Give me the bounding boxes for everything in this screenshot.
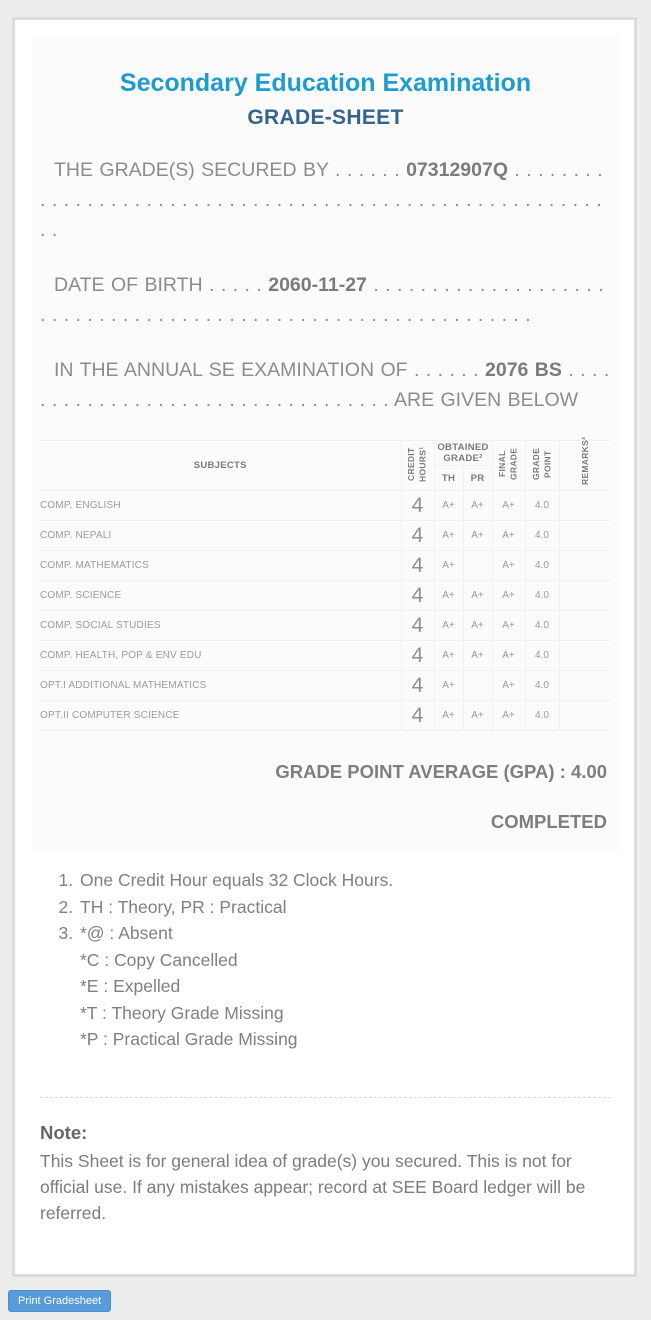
table-row (40, 581, 611, 611)
dots: . . . . . . (335, 159, 400, 181)
examination-year-value: 2076 BS (485, 359, 562, 381)
footnote-symbol-line: 3. *@ : Absent (80, 923, 173, 943)
final-grade: A+ (492, 611, 525, 641)
subject-name: COMP. SCIENCE (40, 581, 401, 611)
final-grade: A+ (492, 671, 525, 701)
remarks (559, 671, 611, 701)
gradesheet-panel (32, 35, 619, 851)
th-grade: A+ (434, 641, 463, 671)
final-grade: A+ (492, 491, 525, 521)
grade-point: 4.0 (525, 551, 559, 581)
footnote-symbol-line: *E : Expelled (80, 976, 181, 996)
grade-point: 4.0 (525, 641, 559, 671)
examination-suffix: ARE GIVEN BELOW (394, 389, 579, 411)
pr-grade (463, 671, 492, 701)
credit-hours-value: 4 (401, 611, 434, 641)
pr-grade: A+ (463, 581, 492, 611)
dots: . . . . . . . . . . . . . . . . . . . . . . . . . . . . . . . . . . . . . . . . . . . . . . . . . . . . . . . . . . (40, 159, 603, 241)
gpa-label: GRADE POINT AVERAGE (GPA) : (275, 761, 566, 782)
remarks (559, 551, 611, 581)
remarks (559, 641, 611, 671)
dots: . . . . . . . . . . . . . . . . . . . . . . . . . . . . . . . . . . . . . . . . . . . . . . . . . . . . . . . . . . . . . . (40, 274, 604, 326)
column-header-final-grade (492, 441, 525, 491)
grade-point: 4.0 (525, 491, 559, 521)
dots: . . . . . . . . . . . . . . . . . . . . . . . . . . . . . . . . . . (40, 359, 610, 411)
credit-hours-value: 4 (401, 701, 434, 731)
final-grade: A+ (492, 521, 525, 551)
table-row (40, 491, 611, 521)
column-header-remarks (559, 436, 611, 491)
final-grade: A+ (492, 551, 525, 581)
credit-hours-value: 4 (401, 491, 434, 521)
pr-grade: A+ (463, 641, 492, 671)
subject-name: COMP. SOCIAL STUDIES (40, 611, 401, 641)
footnote-th-pr: 2. TH : Theory, PR : Practical (78, 894, 619, 921)
subject-name: COMP. NEPALI (40, 521, 401, 551)
grade-point-label: GRADE POINT (530, 447, 552, 481)
note-section (40, 1097, 611, 1226)
subject-name: COMP. HEALTH, POP & ENV EDU (40, 641, 401, 671)
subject-name: COMP. MATHEMATICS (40, 551, 401, 581)
credit-hours-value: 4 (401, 581, 434, 611)
final-grade-label: FINAL GRADE (497, 447, 519, 481)
grade-point: 4.0 (525, 521, 559, 551)
footnote-symbol-line: *T : Theory Grade Missing (80, 1002, 284, 1023)
table-row (40, 551, 611, 581)
remarks (559, 581, 611, 611)
final-grade: A+ (492, 701, 525, 731)
th-grade: A+ (434, 491, 463, 521)
column-header-grade-point (525, 441, 559, 491)
final-grade: A+ (492, 581, 525, 611)
credit-hours-value: 4 (401, 641, 434, 671)
column-header-obtained-grade: OBTAINED GRADE² (434, 441, 492, 466)
credit-hours-value: 4 (401, 521, 434, 551)
column-header-pr: PR (463, 466, 492, 491)
footnote-symbols (78, 920, 619, 1053)
grade-point: 4.0 (525, 671, 559, 701)
symbol-number-value: 07312907Q (406, 159, 508, 181)
column-header-th: TH (434, 466, 463, 491)
column-header-credit-hours (401, 441, 434, 491)
gpa-line (40, 761, 611, 783)
examination-line (40, 355, 611, 415)
pr-grade (463, 551, 492, 581)
subject-name: OPT.II COMPUTER SCIENCE (40, 701, 401, 731)
print-gradesheet-button[interactable]: Print Gradesheet (8, 1290, 111, 1312)
pr-grade: A+ (463, 611, 492, 641)
th-grade: A+ (434, 701, 463, 731)
table-row (40, 611, 611, 641)
exam-title: Secondary Education Examination (119, 69, 532, 97)
grade-point: 4.0 (525, 611, 559, 641)
table-row (40, 641, 611, 671)
gpa-value: 4.00 (570, 761, 607, 782)
note-heading: Note: (40, 1121, 88, 1143)
subjects-table (40, 436, 611, 731)
footnote-symbol-line: *C : Copy Cancelled (80, 949, 238, 970)
th-grade: A+ (434, 671, 463, 701)
date-of-birth-prefix: DATE OF BIRTH (54, 274, 203, 296)
footnote-symbol-line: *P : Practical Grade Missing (80, 1029, 298, 1049)
footnotes-list (32, 867, 619, 1053)
remarks-label: REMARKS³ (579, 436, 590, 485)
date-of-birth-line (40, 270, 611, 330)
column-header-subjects: SUBJECTS (40, 441, 401, 491)
grade-point: 4.0 (525, 581, 559, 611)
grades-secured-line (40, 155, 611, 245)
grades-secured-prefix: THE GRADE(S) SECURED BY (54, 159, 329, 181)
subjects-table-body (40, 491, 611, 731)
final-grade: A+ (492, 641, 525, 671)
th-grade: A+ (434, 581, 463, 611)
grade-point: 4.0 (525, 701, 559, 731)
remarks (559, 611, 611, 641)
th-grade: A+ (434, 521, 463, 551)
subject-name: COMP. ENGLISH (40, 491, 401, 521)
th-grade: A+ (434, 611, 463, 641)
pr-grade: A+ (463, 701, 492, 731)
table-row (40, 671, 611, 701)
examination-prefix: IN THE ANNUAL SE EXAMINATION OF (54, 359, 408, 381)
note-body: This Sheet is for general idea of grade(s) you secured. This is not for official use. If any mistakes appear; record at SEE Board ledger will be referred. (40, 1150, 586, 1223)
credit-hours-label: CREDIT HOURS¹ (406, 446, 428, 482)
subject-name: OPT.I ADDITIONAL MATHEMATICS (40, 671, 401, 701)
gradesheet-card (12, 17, 637, 1277)
remarks (559, 491, 611, 521)
dots: . . . . . . (413, 359, 479, 381)
result-status: COMPLETED (490, 811, 607, 832)
pr-grade: A+ (463, 491, 492, 521)
table-row (40, 521, 611, 551)
date-of-birth-value: 2060-11-27 (268, 274, 367, 296)
dots: . . . . . (209, 274, 262, 296)
remarks (559, 521, 611, 551)
sheet-title: GRADE-SHEET (247, 106, 404, 129)
credit-hours-value: 4 (401, 551, 434, 581)
pr-grade: A+ (463, 521, 492, 551)
th-grade: A+ (434, 551, 463, 581)
remarks (559, 701, 611, 731)
credit-hours-value: 4 (401, 671, 434, 701)
table-row (40, 701, 611, 731)
footnote-credit-hour: 1. One Credit Hour equals 32 Clock Hours. (78, 867, 619, 894)
